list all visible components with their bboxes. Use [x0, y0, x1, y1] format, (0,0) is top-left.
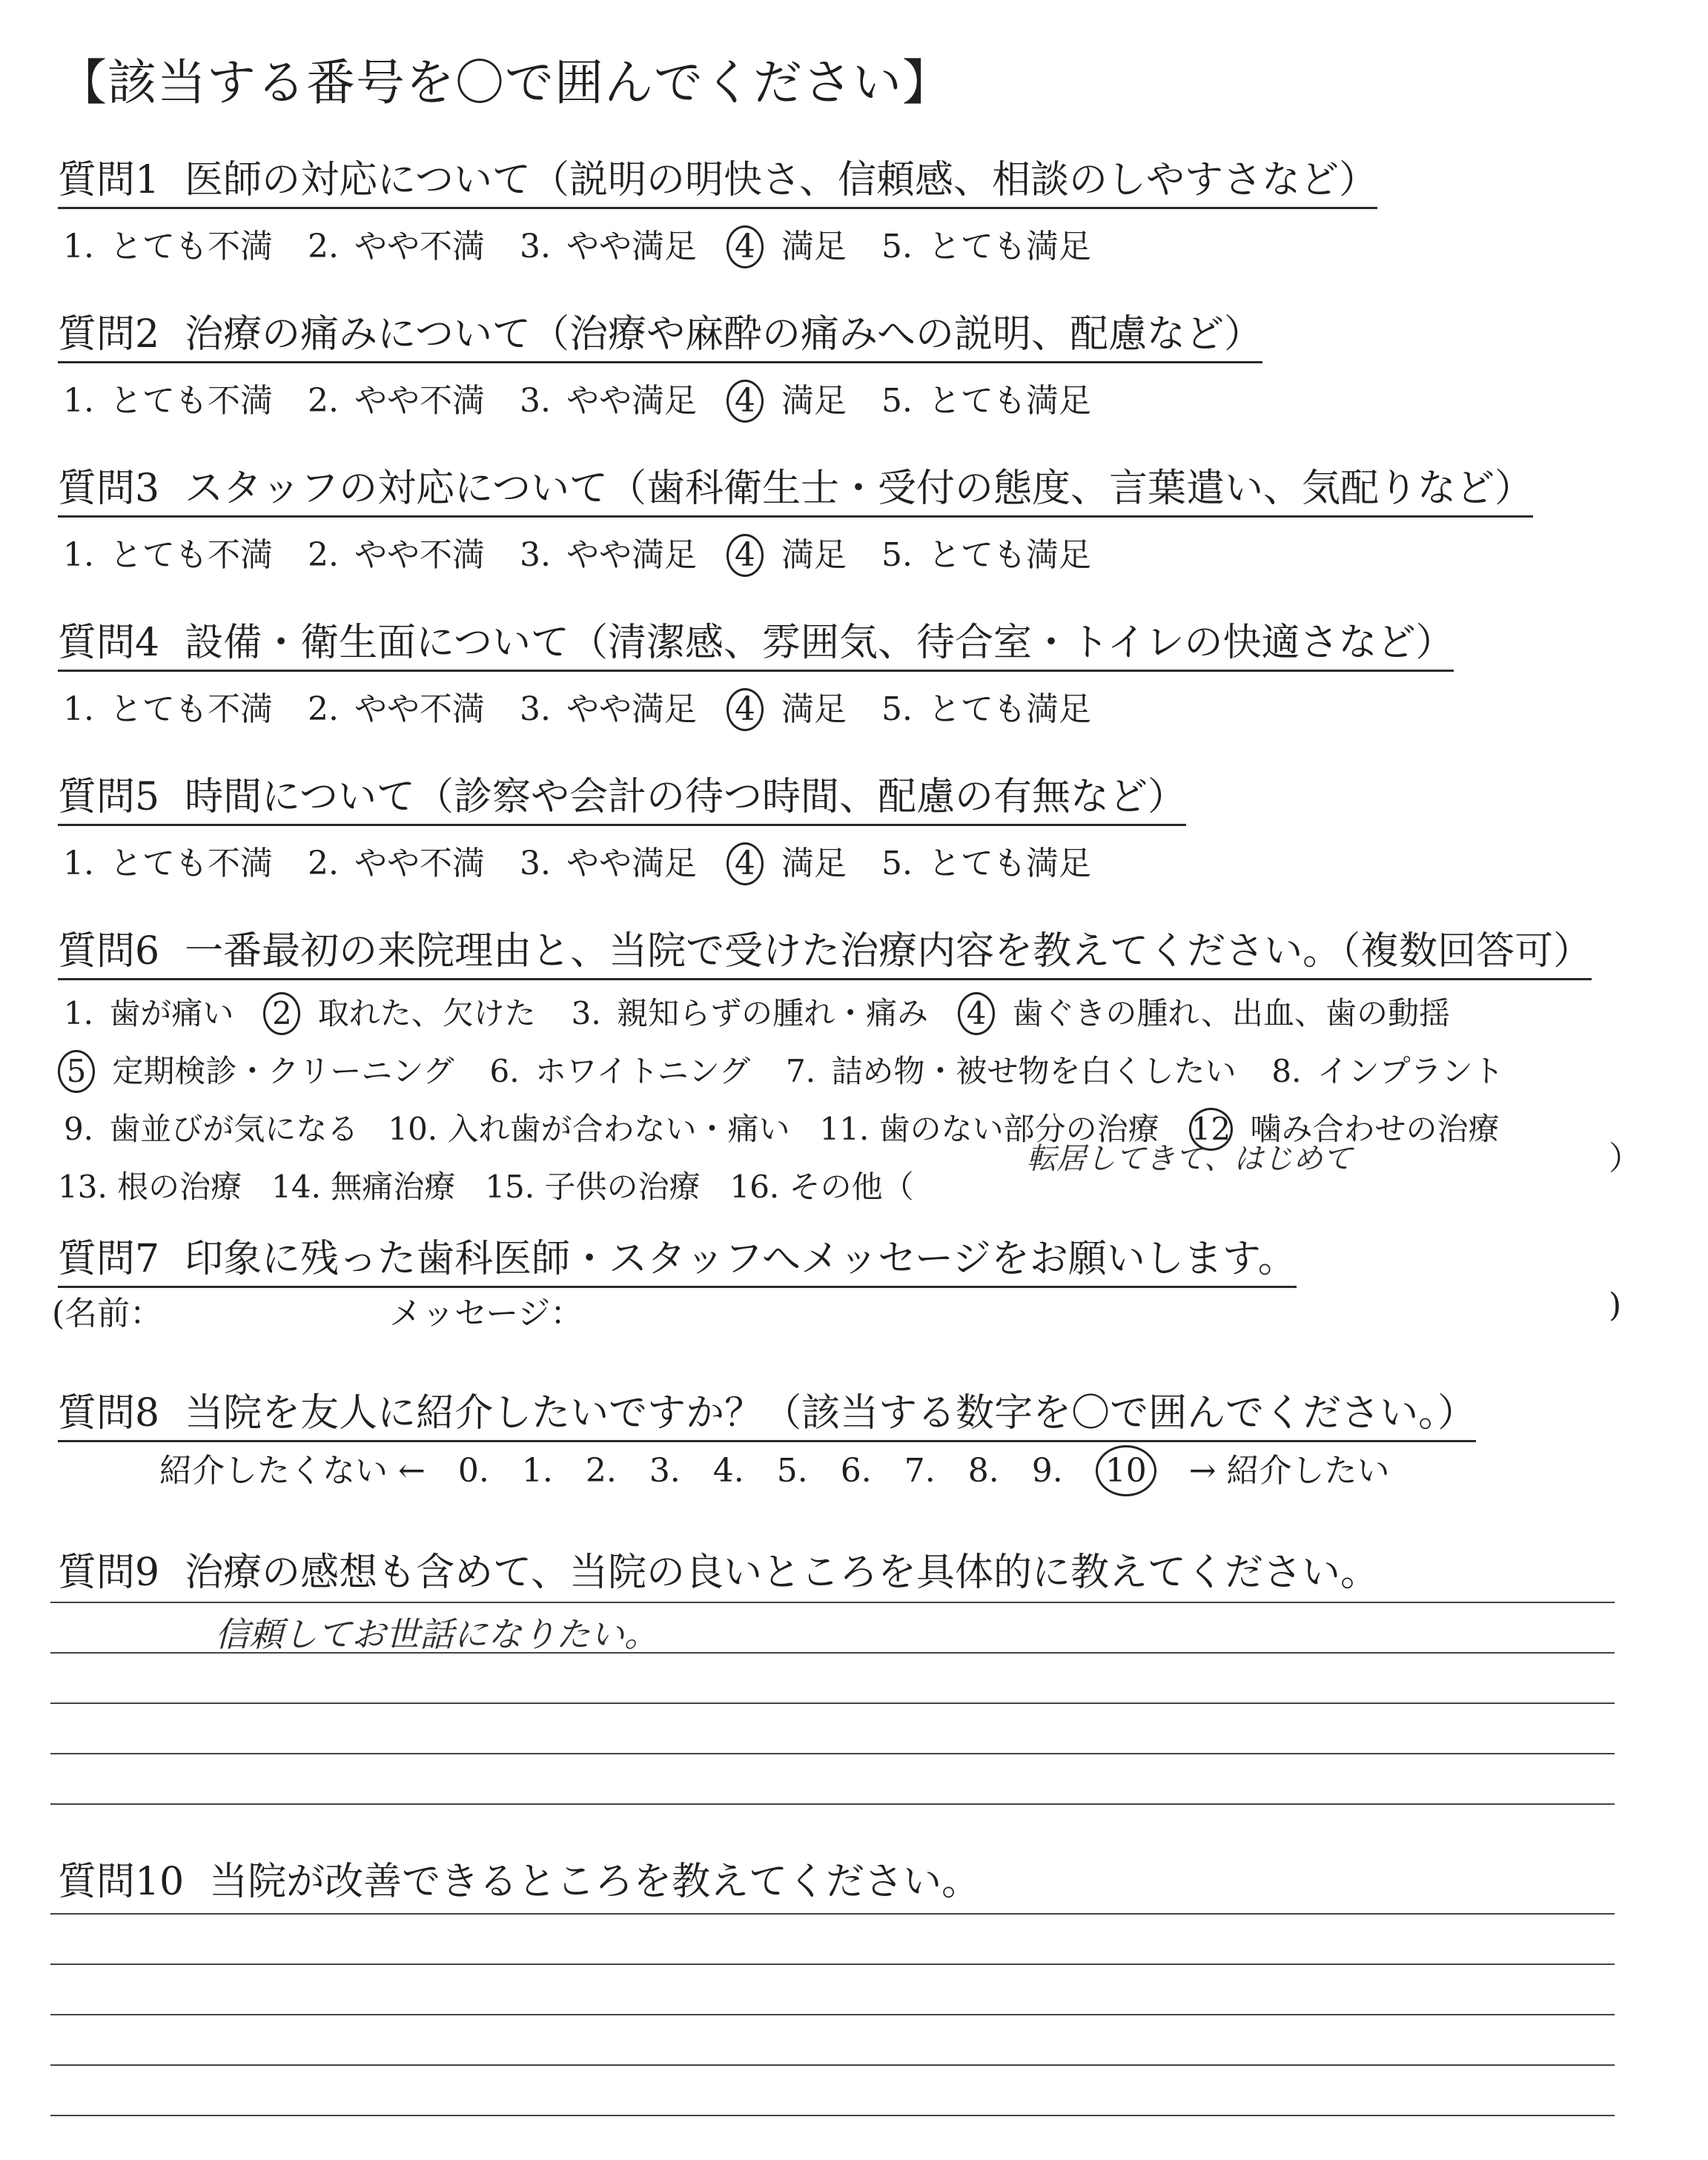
option-3-label: やや満足 [556, 382, 697, 420]
question-5-heading: 質問5 時間について（診察や会計の待つ時間、配慮の有無など） [58, 765, 1186, 826]
reason-option-9-label: 歯並びが気になる [99, 1111, 359, 1147]
option-2 [302, 682, 485, 730]
option-5 [876, 374, 1091, 421]
option-4-label: 満足 [771, 690, 847, 728]
option-5-label: とても満足 [918, 228, 1091, 265]
option-5-label: とても満足 [918, 536, 1091, 574]
reason-option-13 [58, 1163, 242, 1207]
reason-option-3-label: 親知らずの腫れ・痛み [606, 995, 929, 1031]
option-2 [302, 528, 485, 575]
reason-option-10-number: 10. [388, 1111, 438, 1147]
reason-option-6-number: 6. [489, 1053, 520, 1089]
option-1-number: 1. [63, 690, 94, 728]
answer-line [50, 1652, 1615, 1654]
nps-value-2: 2. [585, 1452, 617, 1490]
option-1-label: とても不満 [99, 845, 273, 882]
option-4 [726, 219, 847, 268]
reason-option-1-label: 歯が痛い [99, 995, 234, 1031]
answer-line [50, 1964, 1615, 1965]
option-1 [58, 374, 273, 421]
reason-option-15-number: 15. [485, 1169, 535, 1205]
question-4-options [58, 682, 1454, 731]
answer-line [50, 2115, 1615, 2116]
option-2-number: 2. [308, 228, 339, 265]
option-3-label: やや満足 [556, 536, 697, 574]
option-5 [876, 682, 1091, 730]
question-7-name-label: (名前： [52, 1295, 163, 1332]
reason-option-16-label: その他（ [779, 1169, 914, 1205]
question-8-scale [159, 1444, 1423, 1496]
nps-value-4: 4. [712, 1452, 744, 1490]
reason-option-13-label: 根の治療 [107, 1169, 242, 1205]
reason-option-5-label: 定期検診・クリーニング [102, 1053, 454, 1089]
option-4-label: 満足 [771, 845, 847, 882]
option-3-number: 3. [520, 536, 551, 574]
question-6-other-answer: 転居してきて、はじめて [1027, 1142, 1353, 1176]
nps-value-5: 5. [776, 1452, 808, 1490]
option-1-number: 1. [63, 845, 94, 882]
option-5 [876, 836, 1091, 884]
nps-value-7: 7. [904, 1452, 936, 1490]
option-2-number: 2. [308, 536, 339, 574]
option-2-label: やや不満 [344, 228, 485, 265]
option-2-number: 2. [308, 845, 339, 882]
reason-option-15-label: 子供の治療 [534, 1169, 701, 1205]
option-1-label: とても不満 [99, 382, 273, 420]
question-9-heading: 質問9 治療の感想も含めて、当院の良いところを具体的に教えてください。 [58, 1550, 1380, 1595]
reason-option-6-label: ホワイトニング [525, 1053, 751, 1089]
option-4-label: 満足 [771, 536, 847, 574]
option-2-number: 2. [308, 382, 339, 420]
option-4 [726, 682, 847, 731]
question-6-row-4 [58, 1163, 1592, 1207]
option-3-label: やや満足 [556, 690, 697, 728]
reason-option-7 [780, 1047, 1236, 1091]
reason-option-12-label: 噛み合わせの治療 [1240, 1111, 1500, 1147]
option-3-number: 3. [520, 228, 551, 265]
question-10 [58, 1850, 980, 1906]
option-2 [302, 836, 485, 884]
option-1 [58, 528, 273, 575]
option-5-label: とても満足 [918, 845, 1091, 882]
option-5-number: 5. [881, 690, 913, 728]
reason-option-1 [58, 989, 234, 1034]
answer-line [50, 1913, 1615, 1915]
reason-option-2-label: 取れた、欠けた [308, 995, 536, 1031]
option-2-number: 2. [308, 690, 339, 728]
option-3 [514, 682, 697, 730]
nps-value-3: 3. [649, 1452, 681, 1490]
option-5-number: 5. [881, 536, 913, 574]
reason-option-1-number: 1. [63, 995, 94, 1031]
reason-option-4-label: 歯ぐきの腫れ、出血、歯の動揺 [1002, 995, 1450, 1031]
reason-option-4-number: 4 [958, 992, 995, 1035]
question-3-heading: 質問3 スタッフの対応について（歯科衛生士・受付の態度、言葉遣い、気配りなど） [58, 457, 1533, 518]
reason-option-9-number: 9. [63, 1111, 94, 1147]
question-1-heading: 質問1 医師の対応について（説明の明快さ、信頼感、相談のしやすさなど） [58, 148, 1377, 209]
option-2-label: やや不満 [344, 536, 485, 574]
option-1 [58, 219, 273, 267]
option-4-number: 4 [726, 534, 764, 577]
reason-option-8-label: インプラント [1307, 1053, 1504, 1089]
option-1-number: 1. [63, 228, 94, 265]
reason-option-11-label: 歯のない部分の治療 [869, 1111, 1159, 1147]
reason-option-10 [388, 1105, 790, 1149]
question-9 [58, 1541, 1379, 1596]
answer-line [50, 1602, 1615, 1603]
reason-option-7-number: 7. [786, 1053, 816, 1089]
reason-option-8 [1265, 1047, 1503, 1091]
question-2 [58, 303, 1262, 423]
option-4-number: 4 [726, 688, 764, 731]
reason-option-13-number: 13. [58, 1169, 107, 1205]
answer-line [50, 1753, 1615, 1754]
option-4-number: 4 [726, 225, 764, 268]
option-1-label: とても不満 [99, 690, 273, 728]
question-4-heading: 質問4 設備・衛生面について（清潔感、雰囲気、待合室・トイレの快適さなど） [58, 611, 1454, 672]
nps-value-8: 8. [967, 1452, 999, 1490]
option-2 [302, 219, 485, 267]
question-7-close: ) [1609, 1287, 1622, 1324]
answer-line [50, 2014, 1615, 2015]
option-2-label: やや不満 [344, 690, 485, 728]
option-1-number: 1. [63, 382, 94, 420]
question-7 [58, 1227, 1297, 1288]
question-6-row-1 [58, 989, 1592, 1035]
option-3 [514, 374, 697, 421]
reason-option-2 [263, 989, 535, 1035]
reason-option-16 [729, 1163, 913, 1207]
option-1-label: とても不満 [99, 228, 273, 265]
option-1 [58, 836, 273, 884]
question-2-heading: 質問2 治療の痛みについて（治療や麻酔の痛みへの説明、配慮など） [58, 303, 1262, 363]
option-3 [514, 219, 697, 267]
reason-option-3-number: 3. [571, 995, 601, 1031]
question-2-options [58, 374, 1262, 423]
option-5 [876, 528, 1091, 575]
question-9-answer: 信頼してお世話になりたい。 [215, 1614, 658, 1654]
reason-option-7-label: 詰め物・被せ物を白くしたい [821, 1053, 1237, 1089]
question-8-right-label: → 紹介したい [1188, 1452, 1390, 1490]
reason-option-2-number: 2 [263, 992, 300, 1035]
reason-option-5-number: 5 [58, 1050, 95, 1093]
reason-option-12-number: 12 [1189, 1108, 1233, 1151]
question-8 [58, 1381, 1476, 1442]
option-3 [514, 836, 697, 884]
reason-option-3 [566, 989, 928, 1034]
reason-option-8-number: 8. [1271, 1053, 1302, 1089]
question-4 [58, 611, 1454, 731]
question-8-heading: 質問8 当院を友人に紹介したいですか？（該当する数字を〇で囲んでください。） [58, 1381, 1476, 1442]
nps-value-1: 1. [521, 1452, 553, 1490]
option-2-label: やや不満 [344, 845, 485, 882]
option-3-label: やや満足 [556, 845, 697, 882]
option-3-number: 3. [520, 382, 551, 420]
option-4 [726, 836, 847, 885]
option-5-number: 5. [881, 845, 913, 882]
question-6 [58, 919, 1592, 1207]
question-3 [58, 457, 1533, 577]
nps-value-9: 9. [1031, 1452, 1063, 1490]
question-1-options [58, 219, 1377, 268]
question-5-options [58, 836, 1186, 885]
option-4 [726, 374, 847, 423]
option-2 [302, 374, 485, 421]
question-7-message-label: メッセージ： [389, 1295, 583, 1332]
reason-option-14-label: 無痛治療 [320, 1169, 456, 1205]
reason-option-14-number: 14. [271, 1169, 321, 1205]
reason-option-4 [958, 989, 1450, 1035]
question-6-row-2 [58, 1047, 1592, 1093]
question-8-values [458, 1445, 1189, 1496]
option-5-label: とても満足 [918, 690, 1091, 728]
answer-line [50, 1702, 1615, 1704]
reason-option-14 [271, 1163, 455, 1207]
question-8-left-label: 紹介したくない ← [159, 1452, 426, 1490]
nps-value-0: 0. [457, 1452, 489, 1490]
answer-line [50, 1803, 1615, 1805]
option-3-number: 3. [520, 690, 551, 728]
question-10-heading: 質問10 当院が改善できるところを教えてください。 [58, 1860, 981, 1904]
reason-option-10-label: 入れ歯が合わない・痛い [437, 1111, 790, 1147]
option-5-number: 5. [881, 382, 913, 420]
option-2-label: やや不満 [344, 382, 485, 420]
option-1-label: とても不満 [99, 536, 273, 574]
reason-option-16-number: 16. [729, 1169, 780, 1205]
reason-option-15 [485, 1163, 700, 1207]
reason-option-11-number: 11. [819, 1111, 870, 1147]
option-4-label: 満足 [771, 228, 847, 265]
option-4 [726, 528, 847, 577]
option-3-label: やや満足 [556, 228, 697, 265]
option-5 [876, 219, 1091, 267]
nps-value-6: 6. [840, 1452, 872, 1490]
reason-option-9 [58, 1105, 358, 1149]
option-4-number: 4 [726, 380, 764, 423]
option-1 [58, 682, 273, 730]
question-3-options [58, 528, 1533, 577]
question-5 [58, 765, 1186, 885]
question-6-row-3 [58, 1105, 1592, 1151]
question-6-heading: 質問6 一番最初の来院理由と、当院で受けた治療内容を教えてください。（複数回答可） [58, 919, 1592, 980]
option-1-number: 1. [63, 536, 94, 574]
page-title: 【該当する番号を〇で囲んでください】 [58, 54, 952, 111]
option-4-number: 4 [726, 842, 764, 885]
reason-option-5 [58, 1047, 454, 1093]
option-3 [514, 528, 697, 575]
option-5-label: とても満足 [918, 382, 1091, 420]
reason-option-6 [484, 1047, 751, 1091]
nps-value-10: 10 [1096, 1445, 1156, 1496]
question-1 [58, 148, 1377, 268]
option-4-label: 満足 [771, 382, 847, 420]
option-3-number: 3. [520, 845, 551, 882]
option-5-number: 5. [881, 228, 913, 265]
question-6-other-close: ） [1609, 1140, 1641, 1178]
question-7-heading: 質問7 印象に残った歯科医師・スタッフへメッセージをお願いします。 [58, 1227, 1297, 1288]
answer-line [50, 2064, 1615, 2066]
